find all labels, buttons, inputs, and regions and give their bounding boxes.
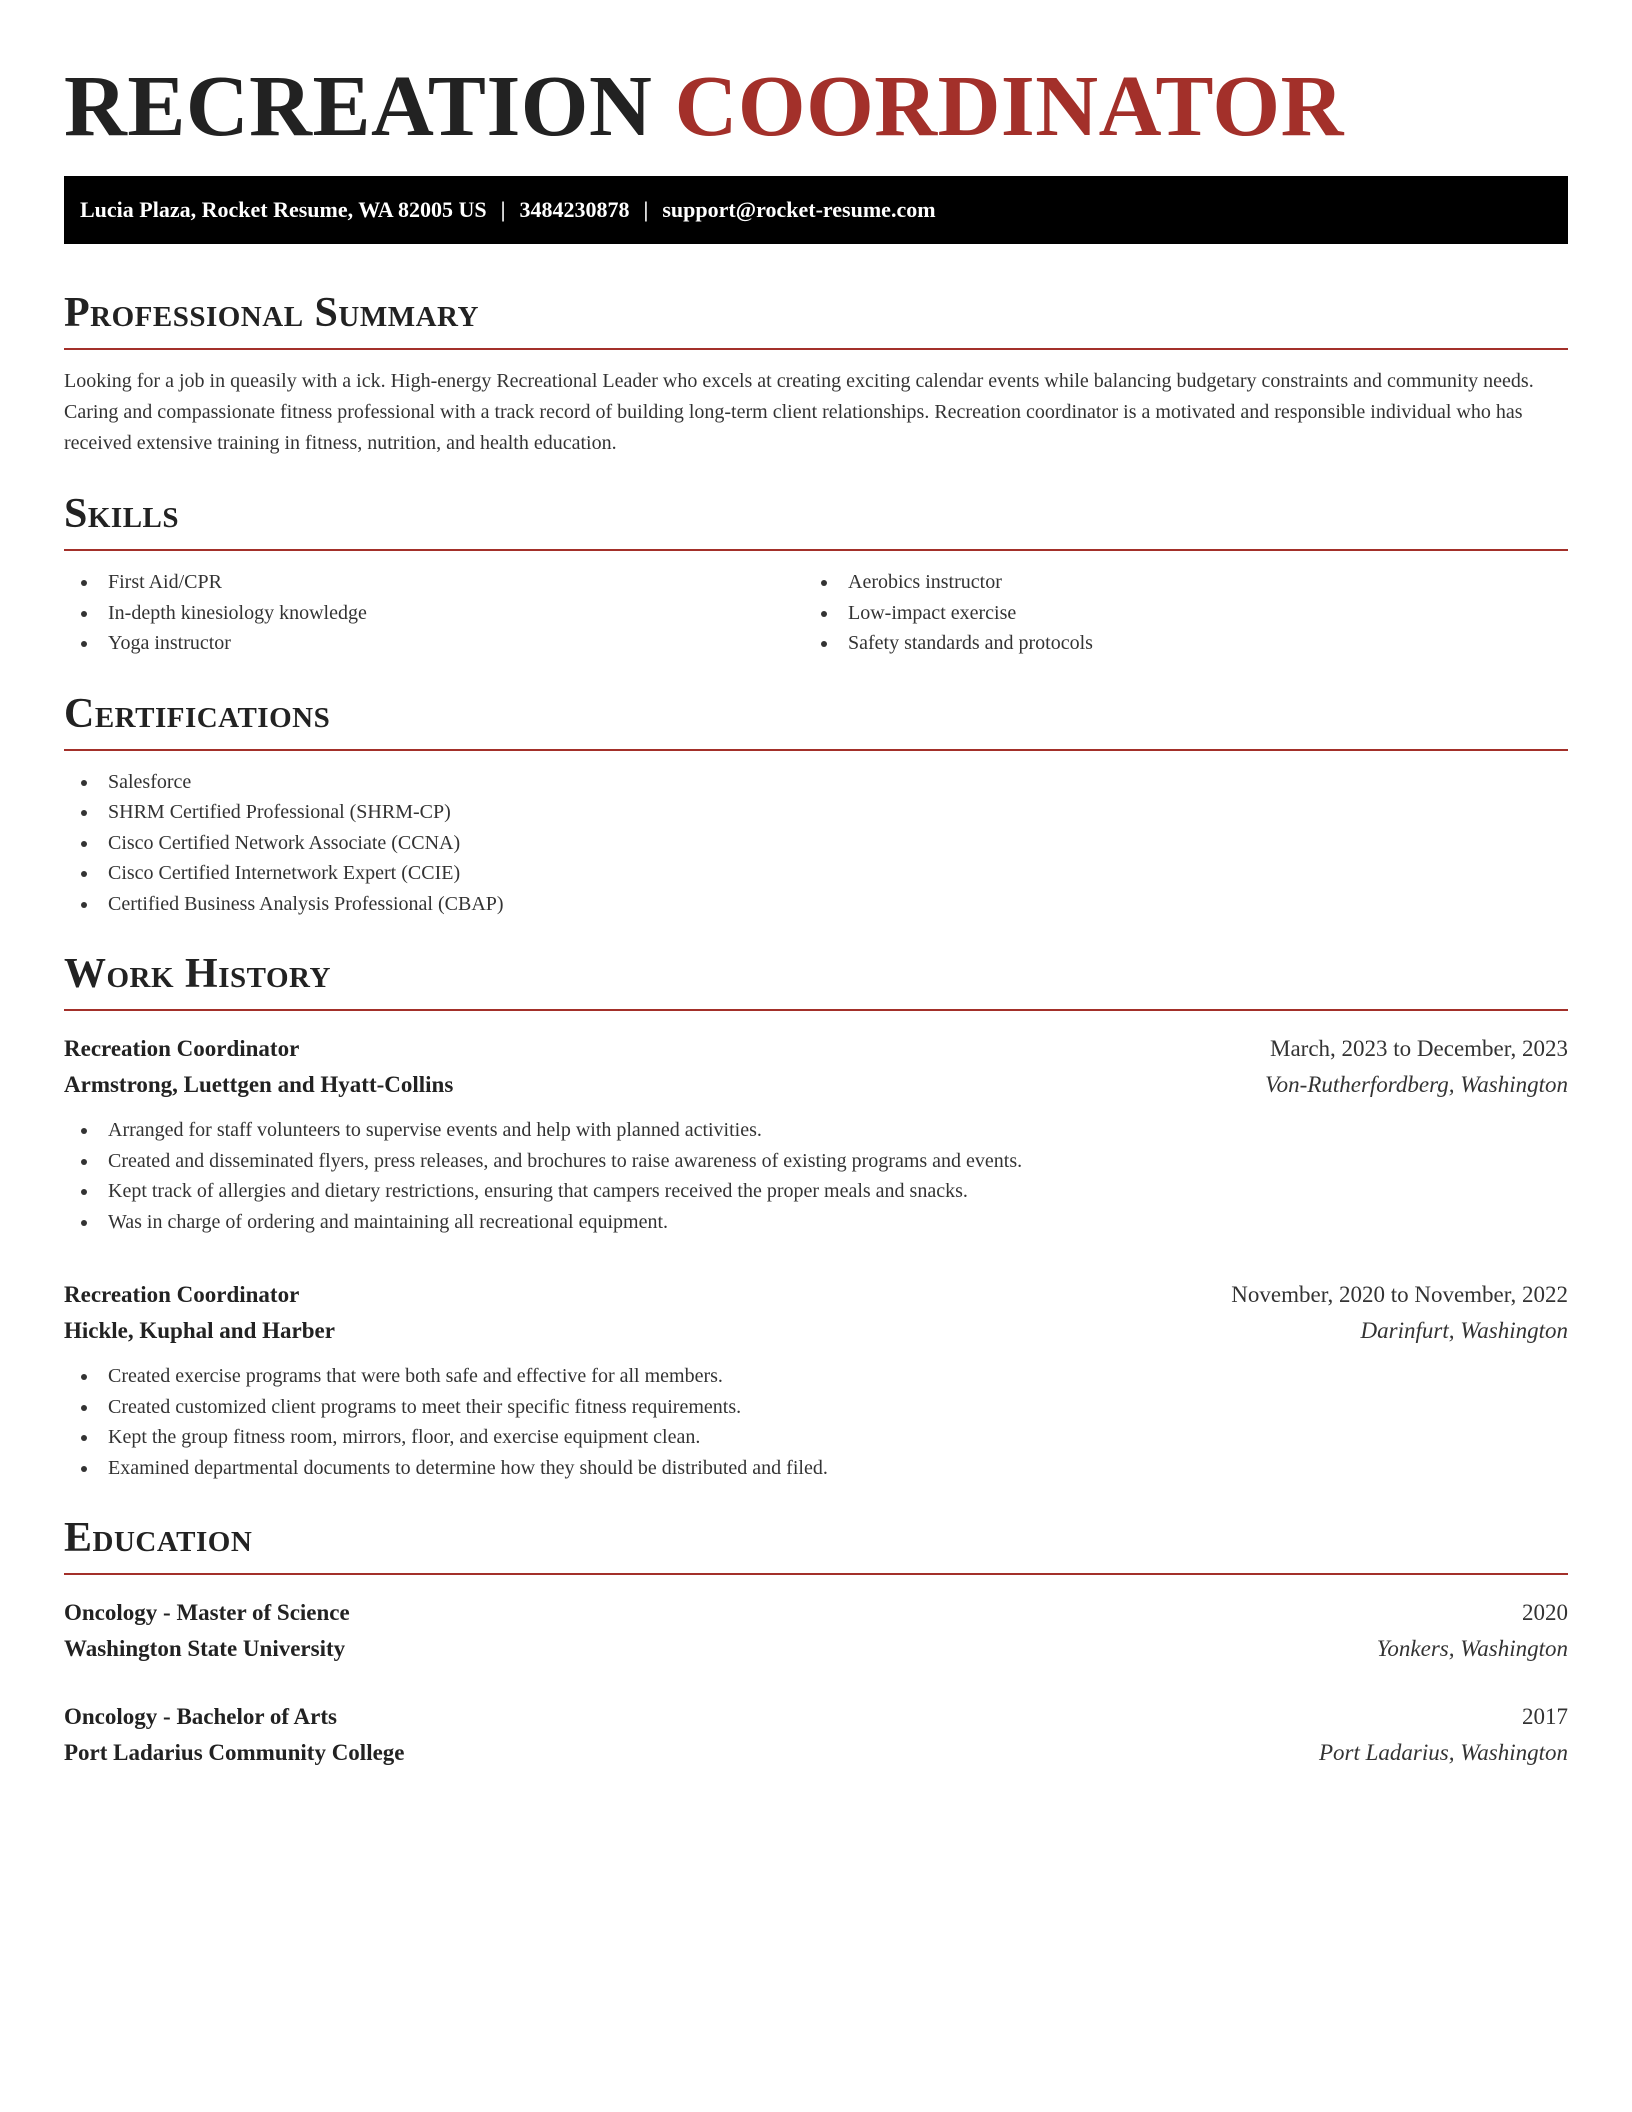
contact-address: Lucia Plaza, Rocket Resume, WA 82005 US [80, 197, 487, 222]
job-title-row [64, 1031, 1568, 1067]
job-dates: March, 2023 to December, 2023 [1270, 1036, 1568, 1061]
certification-item: Cisco Certified Network Associate (CCNA) [64, 828, 1568, 859]
skill-item: First Aid/CPR [64, 567, 804, 598]
job-company: Armstrong, Luettgen and Hyatt-Collins [64, 1072, 454, 1097]
contact-separator: | [500, 197, 506, 222]
certifications-heading: Certifications [64, 689, 1568, 751]
work-history-section [64, 949, 1568, 1483]
job-title: Recreation Coordinator [64, 1036, 300, 1061]
education-entry [64, 1595, 1568, 1667]
work-history-heading: Work History [64, 949, 1568, 1011]
education-location: Yonkers, Washington [1376, 1636, 1568, 1661]
job-dates: November, 2020 to November, 2022 [1231, 1282, 1568, 1307]
skill-item: In-depth kinesiology knowledge [64, 598, 804, 629]
education-school-row [64, 1631, 1568, 1667]
education-year: 2017 [1522, 1704, 1568, 1729]
certification-item: SHRM Certified Professional (SHRM-CP) [64, 797, 1568, 828]
certification-item: Salesforce [64, 767, 1568, 798]
education-degree: Oncology - Bachelor of Arts [64, 1704, 337, 1729]
job-duty: Kept track of allergies and dietary restrictions, ensuring that campers received the proper meals and snacks. [64, 1176, 1568, 1207]
job-title-row [64, 1277, 1568, 1313]
education-degree: Oncology - Master of Science [64, 1600, 350, 1625]
education-heading: Education [64, 1513, 1568, 1575]
job-company-row [64, 1067, 1568, 1103]
resume-page [64, 0, 1568, 1771]
title-part-2: COORDINATOR [674, 57, 1344, 154]
job-location: Darinfurt, Washington [1360, 1318, 1568, 1343]
job-duty: Arranged for staff volunteers to supervise events and help with planned activities. [64, 1115, 1568, 1146]
job-duties [64, 1361, 1568, 1483]
skills-heading: Skills [64, 489, 1568, 551]
certification-item: Certified Business Analysis Professional (CBAP) [64, 889, 1568, 920]
job-duty: Examined departmental documents to determine how they should be distributed and filed. [64, 1453, 1568, 1484]
education-school: Port Ladarius Community College [64, 1740, 405, 1765]
resume-title [64, 56, 1568, 156]
contact-bar [64, 176, 1568, 244]
skills-column-1 [64, 567, 804, 659]
job-duty: Was in charge of ordering and maintaining all recreational equipment. [64, 1207, 1568, 1238]
certification-item: Cisco Certified Internetwork Expert (CCIE) [64, 858, 1568, 889]
job-company-row [64, 1313, 1568, 1349]
summary-text: Looking for a job in queasily with a ick. High-energy Recreational Leader who excels at creating exciting calendar events while balancing budgetary constraints and community needs. Caring and compassionate fitness professional with a track record of building long-term client relationships. Recreation coordinator is a motivated and responsible individual who has received extensive training in fitness, nutrition, and health education. [64, 370, 1534, 454]
certifications-list [64, 767, 1568, 920]
education-location: Port Ladarius, Washington [1318, 1740, 1568, 1765]
job-title: Recreation Coordinator [64, 1282, 300, 1307]
skill-item: Aerobics instructor [804, 567, 1544, 598]
title-part-1: RECREATION [64, 57, 653, 154]
skills-section [64, 489, 1568, 659]
summary-heading: Professional Summary [64, 288, 1568, 350]
contact-phone: 3484230878 [519, 197, 630, 222]
job-duties [64, 1115, 1568, 1237]
education-degree-row [64, 1699, 1568, 1735]
job-duty: Created exercise programs that were both safe and effective for all members. [64, 1361, 1568, 1392]
contact-email: support@rocket-resume.com [662, 197, 936, 222]
education-year: 2020 [1522, 1600, 1568, 1625]
skill-item: Low-impact exercise [804, 598, 1544, 629]
job-duty: Kept the group fitness room, mirrors, floor, and exercise equipment clean. [64, 1422, 1568, 1453]
job-duty: Created customized client programs to meet their specific fitness requirements. [64, 1392, 1568, 1423]
skill-item: Yoga instructor [64, 628, 804, 659]
job-entry [64, 1031, 1568, 1237]
job-company: Hickle, Kuphal and Harber [64, 1318, 335, 1343]
job-duty: Created and disseminated flyers, press releases, and brochures to raise awareness of existing programs and events. [64, 1146, 1568, 1177]
contact-separator: | [643, 197, 649, 222]
education-school-row [64, 1735, 1568, 1771]
job-location: Von-Rutherfordberg, Washington [1265, 1072, 1568, 1097]
certifications-section [64, 689, 1568, 920]
job-entry [64, 1277, 1568, 1483]
skills-column-2 [804, 567, 1544, 659]
skill-item: Safety standards and protocols [804, 628, 1544, 659]
education-degree-row [64, 1595, 1568, 1631]
education-school: Washington State University [64, 1636, 346, 1661]
skills-grid [64, 567, 1568, 659]
education-entry [64, 1699, 1568, 1771]
education-section [64, 1513, 1568, 1771]
